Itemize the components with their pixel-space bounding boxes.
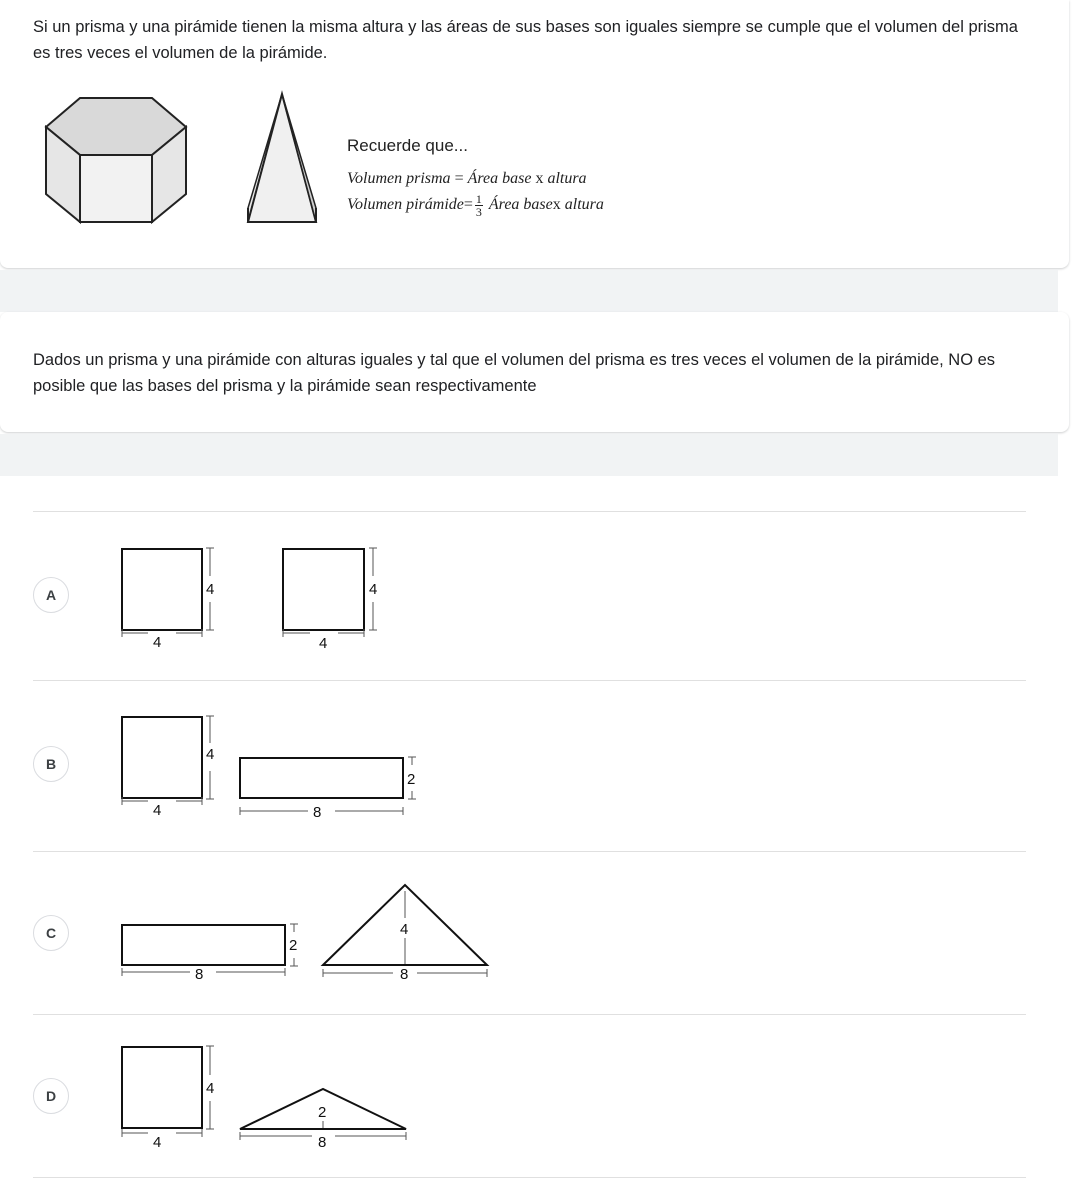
option-d-fig2-height: 2 <box>318 1104 327 1121</box>
option-a-square-2 <box>283 548 377 652</box>
option-b-rectangle <box>240 757 416 821</box>
question-text: Dados un prisma y una pirámide con alturas iguales y tal que el volumen del prisma es tres veces el volumen de la pirámide, NO es posible que las bases del prisma y la pirámide sean respectivamente <box>33 351 996 395</box>
option-c-fig1-base: 8 <box>195 966 204 983</box>
separator-band-2 <box>0 434 1058 476</box>
option-b-badge[interactable]: B <box>33 746 69 782</box>
option-d-fig1-base: 4 <box>153 1134 162 1151</box>
prism-front-face <box>80 155 152 222</box>
option-b-fig2-side: 2 <box>407 771 416 788</box>
divider <box>33 1177 1026 1178</box>
option-c-badge[interactable]: C <box>33 915 69 951</box>
option-a-fig1-base: 4 <box>153 634 162 651</box>
option-d[interactable] <box>0 1015 1040 1177</box>
prism-figure <box>40 92 192 228</box>
formula-pyramid: Volumen pirámide= $\frac{1}{3}$ Área basex altura <box>347 191 604 219</box>
option-d-square <box>122 1046 214 1151</box>
formula-prism: Volumen prisma = Área base x altura <box>347 170 587 187</box>
option-c-triangle <box>323 885 487 983</box>
option-d-badge[interactable]: D <box>33 1078 69 1114</box>
option-a[interactable] <box>0 512 1040 680</box>
option-a-fig1-side: 4 <box>206 581 215 598</box>
option-c-fig2-base: 8 <box>400 966 409 983</box>
intro-statement: Si un prisma y una pirámide tienen la misma altura y las áreas de sus bases son iguales siempre se cumple que el volumen del prisma es tres veces el volumen de la pirámide. <box>33 18 1018 62</box>
option-c-fig2-height: 4 <box>400 921 409 938</box>
option-a-figures <box>110 540 410 660</box>
option-b-square <box>122 716 214 819</box>
option-d-fig1-side: 4 <box>206 1080 215 1097</box>
option-b[interactable] <box>0 681 1040 851</box>
option-a-fig2-base: 4 <box>319 635 328 652</box>
option-c-rectangle <box>122 924 298 983</box>
option-d-triangle <box>240 1089 406 1151</box>
option-c[interactable] <box>0 852 1040 1014</box>
option-b-fig1-base: 4 <box>153 802 162 819</box>
option-c-fig1-side: 2 <box>289 937 298 954</box>
option-d-figures <box>110 1041 430 1161</box>
option-b-fig1-side: 4 <box>206 746 215 763</box>
pyramid-front-face <box>248 94 316 222</box>
option-a-square-1 <box>122 548 214 651</box>
separator-band-1 <box>0 270 1058 312</box>
option-a-badge[interactable]: A <box>33 577 69 613</box>
option-b-figures <box>110 709 430 829</box>
option-c-figures <box>110 878 510 996</box>
pyramid-figure <box>240 88 326 226</box>
one-third-fraction: $\frac{1}{3}$ <box>475 191 482 219</box>
reminder-title: Recuerde que... <box>347 136 468 155</box>
option-d-fig2-base: 8 <box>318 1134 327 1151</box>
option-b-fig2-base: 8 <box>313 804 322 821</box>
reminder-box <box>347 136 604 218</box>
option-a-fig2-side: 4 <box>369 581 378 598</box>
